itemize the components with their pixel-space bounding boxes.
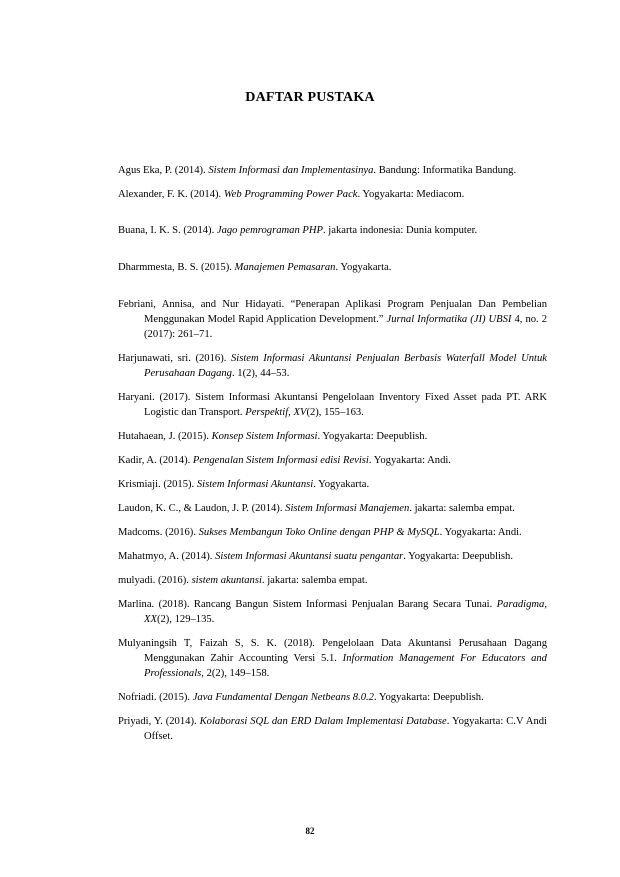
reference-entry: Marlina. (2018). Rancang Bangun Sistem Informasi Penjualan Barang Secara Tunai. Paradigma, XX(2), 129–135. xyxy=(118,599,547,625)
reference-entry: Priyadi, Y. (2014). Kolaborasi SQL dan ERD Dalam Implementasi Database. Yogyakarta: C.V Andi Offset. xyxy=(118,716,547,742)
reference-entry: Harjunawati, sri. (2016). Sistem Informasi Akuntansi Penjualan Berbasis Waterfall Model Untuk Perusahaan Dagang. 1(2), 44–53. xyxy=(118,353,547,379)
reference-entry: Mulyaningsih T, Faizah S, S. K. (2018). Pengelolaan Data Akuntansi Perusahaan Dagang Menggunakan Zahir Accounting Versi 5.1. Information Management For Educators and Professionals, 2(2), 149–158. xyxy=(118,638,547,679)
page-title: DAFTAR PUSTAKA xyxy=(245,90,375,105)
reference-entry: Mahatmyo, A. (2014). Sistem Informasi Akuntansi suatu pengantar. Yogyakarta: Deepublish. xyxy=(118,551,513,562)
reference-entry: Hutahaean, J. (2015). Konsep Sistem Informasi. Yogyakarta: Deepublish. xyxy=(118,431,428,442)
reference-entry: Dharmmesta, B. S. (2015). Manajemen Pemasaran. Yogyakarta. xyxy=(118,262,392,273)
reference-entry: Nofriadi. (2015). Java Fundamental Dengan Netbeans 8.0.2. Yogyakarta: Deepublish. xyxy=(118,692,484,703)
reference-entry: Krismiaji. (2015). Sistem Informasi Akuntansi. Yogyakarta. xyxy=(118,479,370,490)
reference-entry: Kadir, A. (2014). Pengenalan Sistem Informasi edisi Revisi. Yogyakarta: Andi. xyxy=(118,455,451,466)
reference-entry: mulyadi. (2016). sistem akuntansi. jakarta: salemba empat. xyxy=(118,575,368,586)
reference-entry: Febriani, Annisa, and Nur Hidayati. “Penerapan Aplikasi Program Penjualan Dan Pembelian Menggunakan Model Rapid Application Development.” Jurnal Informatika (JI) UBSI 4, no. 2 (2017): 261–71. xyxy=(118,299,547,340)
reference-entry: Haryani. (2017). Sistem Informasi Akuntansi Pengelolaan Inventory Fixed Asset pada PT. ARK Logistic dan Transport. Perspektif, XV(2), 155–163. xyxy=(118,392,547,418)
page-number: 82 xyxy=(305,826,315,836)
reference-list xyxy=(118,163,547,753)
reference-entry: Buana, I. K. S. (2014). Jago pemrograman PHP. jakarta indonesia: Dunia komputer. xyxy=(118,225,478,236)
reference-entry: Madcoms. (2016). Sukses Membangun Toko Online dengan PHP & MySQL. Yogyakarta: Andi. xyxy=(118,527,522,538)
reference-entry: Alexander, F. K. (2014). Web Programming Power Pack. Yogyakarta: Mediacom. xyxy=(118,189,465,200)
reference-entry: Laudon, K. C., & Laudon, J. P. (2014). Sistem Informasi Manajemen. jakarta: salemba empat. xyxy=(118,503,515,514)
reference-entry: Agus Eka, P. (2014). Sistem Informasi dan Implementasinya. Bandung: Informatika Bandung. xyxy=(118,165,517,176)
